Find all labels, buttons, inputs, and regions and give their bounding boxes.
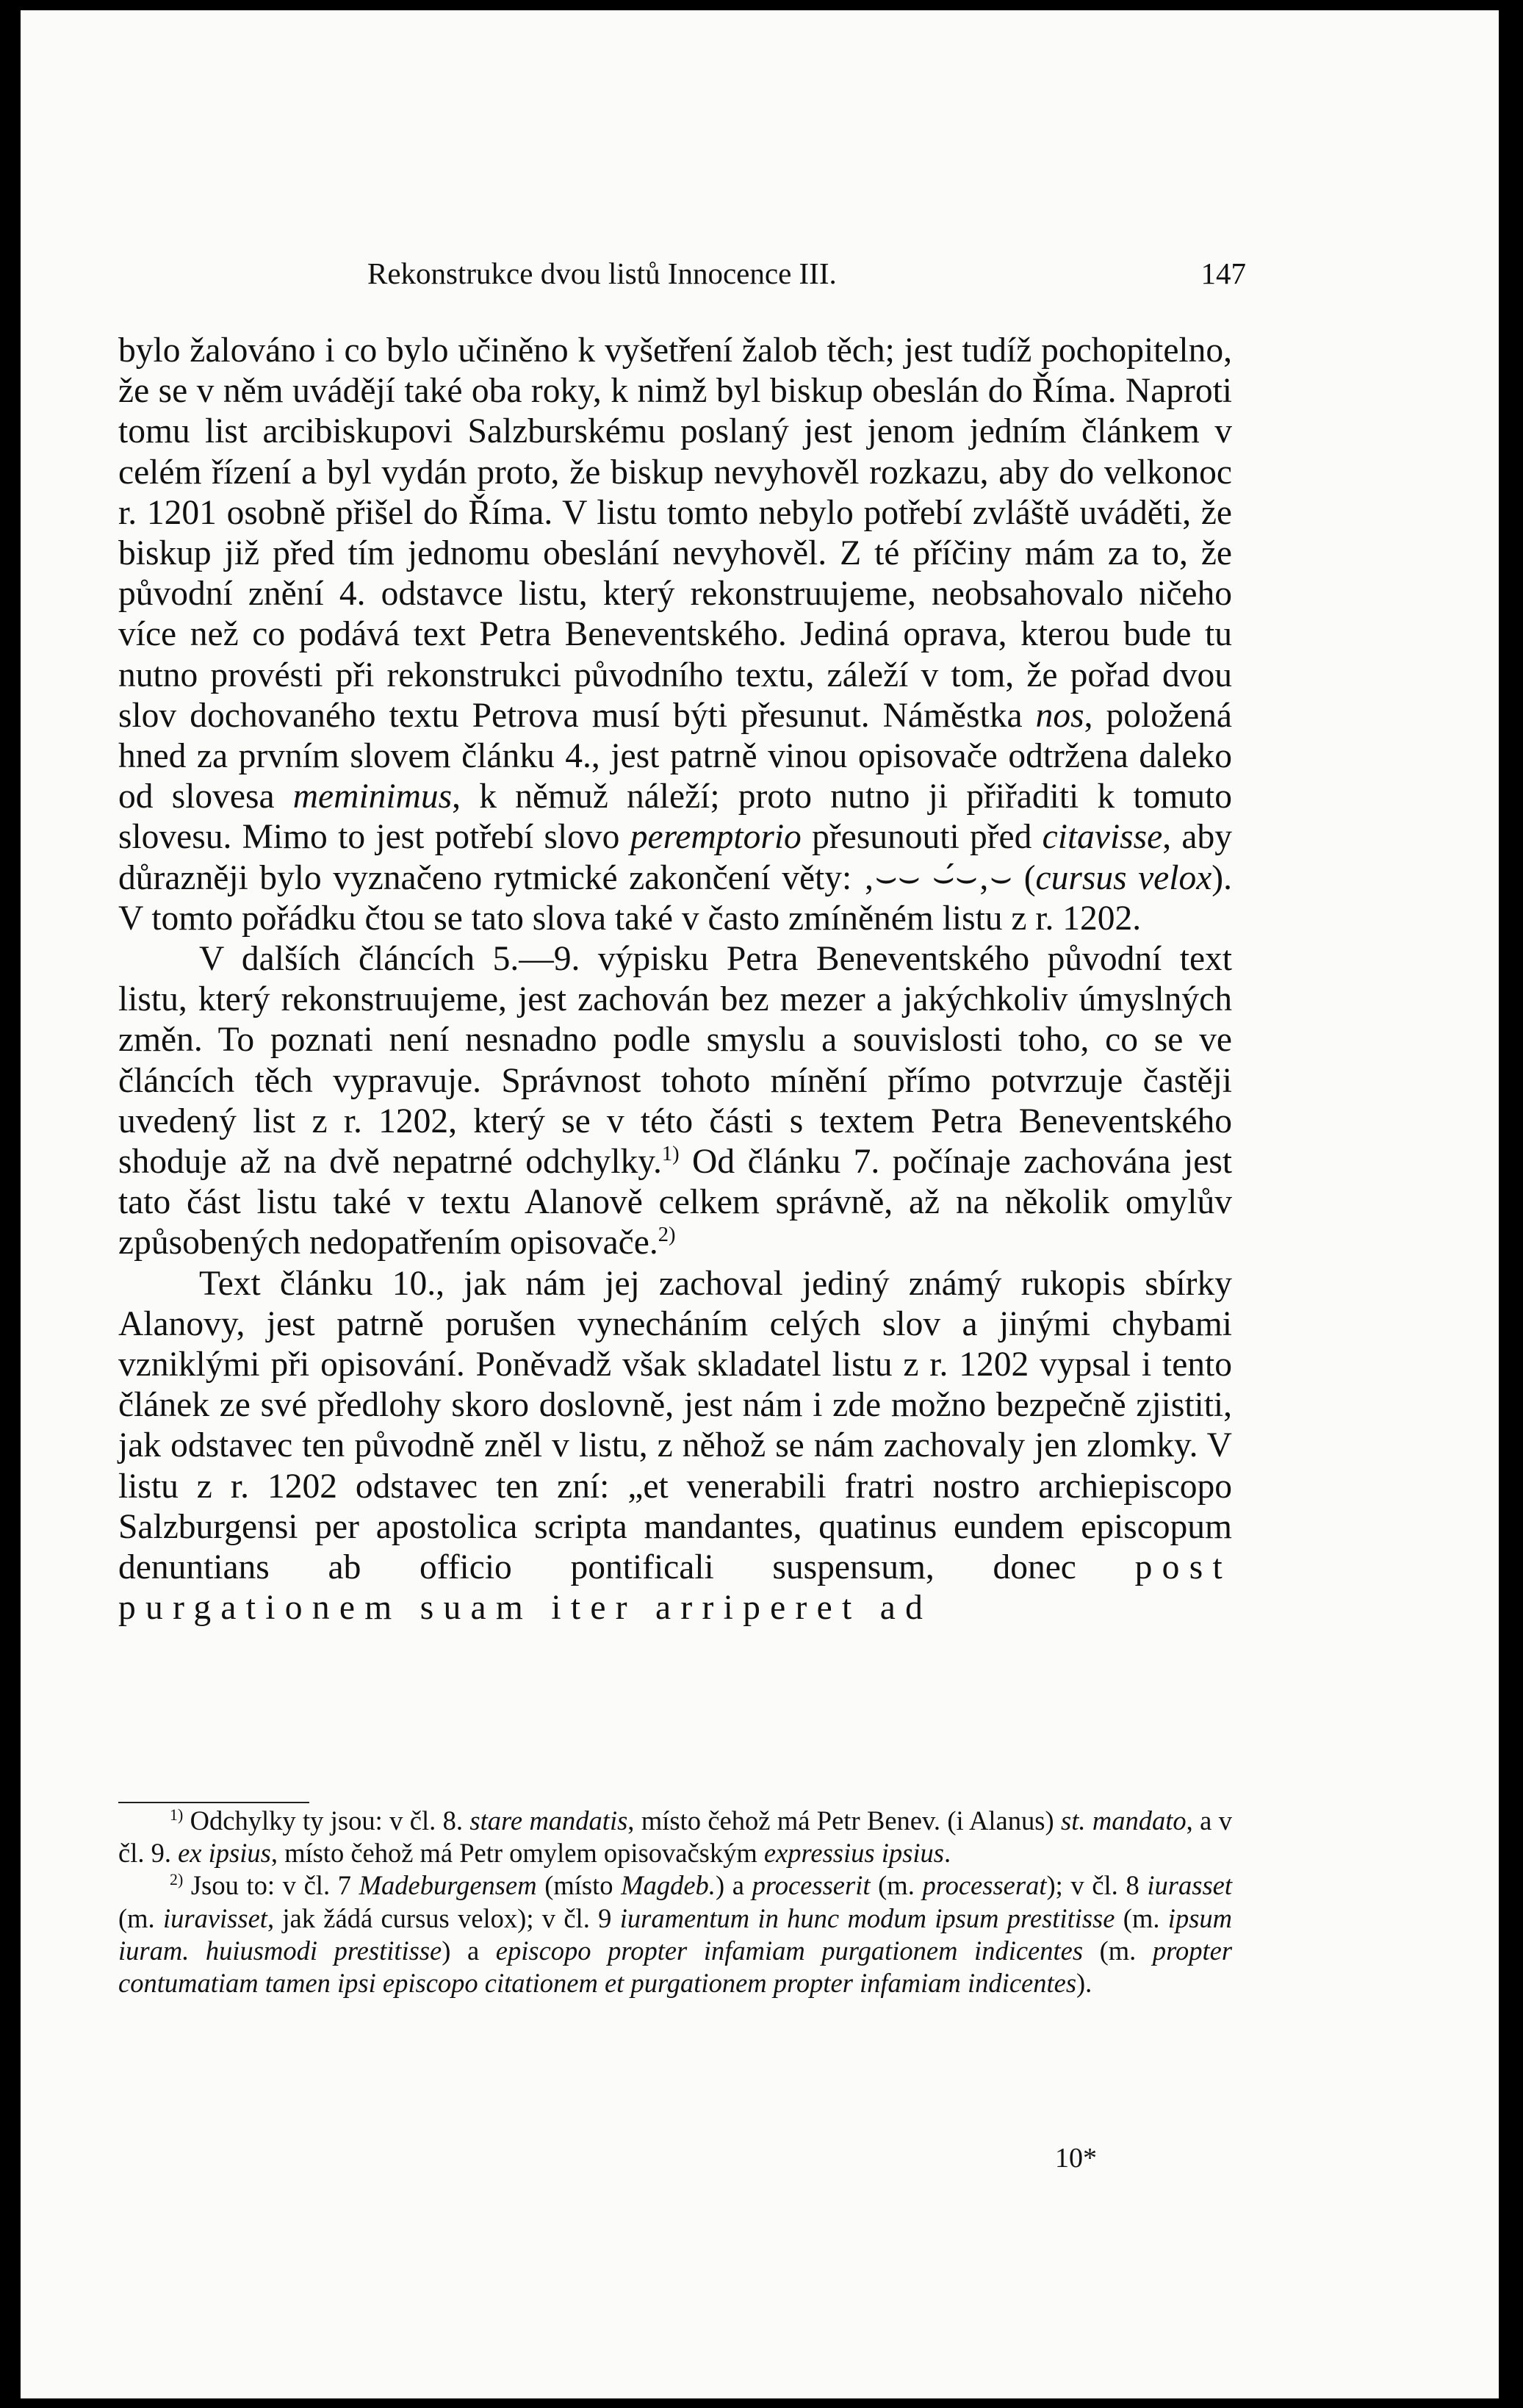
running-header [204,256,1246,300]
italic-term: nos [1035,696,1084,735]
metrical-notation: ‚⌣⌣ ⌣́⌣‚⌣ [863,858,1013,897]
italic-term: citavisse [1042,818,1163,857]
italic-term: peremptorio [630,818,802,857]
paragraph: bylo žalováno i co bylo učiněno k vyšetření žalob těch; jest tudíž pochopitelno, že se v něm uvádějí také oba roky, k nimž byl biskup obeslán do Říma. Naproti tomu list arcibiskupovi Salzburskému poslaný jest jenom jedním článkem v celém řízení a byl vydán proto, že biskup nevyhověl rozkazu, aby do velkonoc r. 1201 osobně přišel do Říma. V listu tomto nebylo potřebí zvláště uváděti, že biskup již před tím jednomu obeslání nevyhověl. Z té příčiny mám za to, že původní znění 4. odstavce listu, který rekonstruujeme, neobsahovalo ničeho více než co podává text Petra Beneventského. Jediná oprava, kterou bude tu nutno provésti při rekonstrukci původního textu, záleží v tom, že pořad dvou slov dochovaného textu Petrova musí býti přesunut. Náměstka nos, položená hned za prvním slovem článku 4., jest patrně vinou opisovače odtržena daleko od slovesa meminimus, k němuž náleží; proto nutno ji přiřaditi k tomuto slovesu. Mimo to jest potřebí slovo peremptorio přesunouti před citavisse, aby důrazněji bylo vyznačeno rytmické zakončení věty: ‚⌣⌣ ⌣́⌣‚⌣ (cursus velox). V tomto pořádku čtou se tato slova také v často zmíněném listu z r. 1202. [118,331,1233,938]
footnote-marker: 1) [170,1805,184,1824]
signature-mark: 10* [1055,2143,1097,2174]
italic-term: cursus velox [1035,858,1212,897]
footnote: $^{1)}$ Odchylky ty jsou: v čl. 8. stare mandatis, místo čehož má Petr Benev. (i Alanus) st. mandato, a v čl. 9. ex ipsius, místo čehož má Petr omylem opisovačským expressius ipsius. [118,1805,1232,1869]
spaced-quotation: post purgationem suam iter arriperet ad [118,1548,1232,1628]
paragraph: Text článku 10., jak nám jej zachoval jediný známý rukopis sbírky Alanovy, jest patrně porušen vynecháním celých slov a jinými chybami vzniklými při opisování. Poněvadž však skladatel listu z r. 1202 vypsal i tento článek ze své předlohy skoro doslovně, jest nám i zde možno bezpečně zjistiti, jak odstavec ten původně zněl v listu, z něhož se nám zachovaly jen zlomky. V listu z r. 1202 odstavec ten zní: „et venerabili fratri nostro archiepiscopo Salzburgensi per apostolica scripta mandantes, quatinus eundem episcopum denuntians ab officio pontificali suspensum, donec post purgationem suam iter arriperet ad [118,1264,1232,1628]
footnote-marker: 2) [170,1870,184,1889]
footnotes [118,1805,1232,1999]
body-text [118,331,1232,1629]
footnote-ref[interactable]: 1) [661,1143,680,1166]
paragraph: V dalších článcích 5.—9. výpisku Petra Beneventského původní text listu, který rekonstruujeme, jest zachován bez mezer a jakýchkoliv úmyslných změn. To poznati není nesnadno podle smyslu a souvislosti toho, co se ve článcích těch vypravuje. Správnost tohoto mínění přímo potvrzuje častěji uvedený list z r. 1202, který se v této části s textem Petra Beneventského shoduje až na dvě nepatrné odchylky.$^{1)}$ Od článku 7. počínaje zachována jest tato část listu také v textu Alanově celkem správně, až na několik omylův způsobených nedopatřením opisovače.$^{2)}$ [118,940,1233,1262]
page-number: 147 [1200,256,1246,290]
scanned-book-page [21,10,1499,2398]
italic-term: meminimus [292,777,453,816]
running-title: Rekonstrukce dvou listů Innocence III. [367,256,837,290]
footnote-ref[interactable]: 2) [658,1223,676,1247]
footnote: $^{2)}$ Jsou to: v čl. 7 Madeburgensem (místo Magdeb.) a processerit (m. processerat); v čl. 8 iurasset (m. iuravisset, jak žádá cursus velox); v čl. 9 iuramentum in hunc modum ipsum prestitisse (m. ipsum iuram. huiusmodi prestitisse) a episcopo propter infamiam purgationem indicentes (m. propter contumatiam tamen ipsi episcopo citationem et purgationem propter infamiam indicentes). [118,1870,1233,1999]
footnote-divider [118,1802,309,1803]
